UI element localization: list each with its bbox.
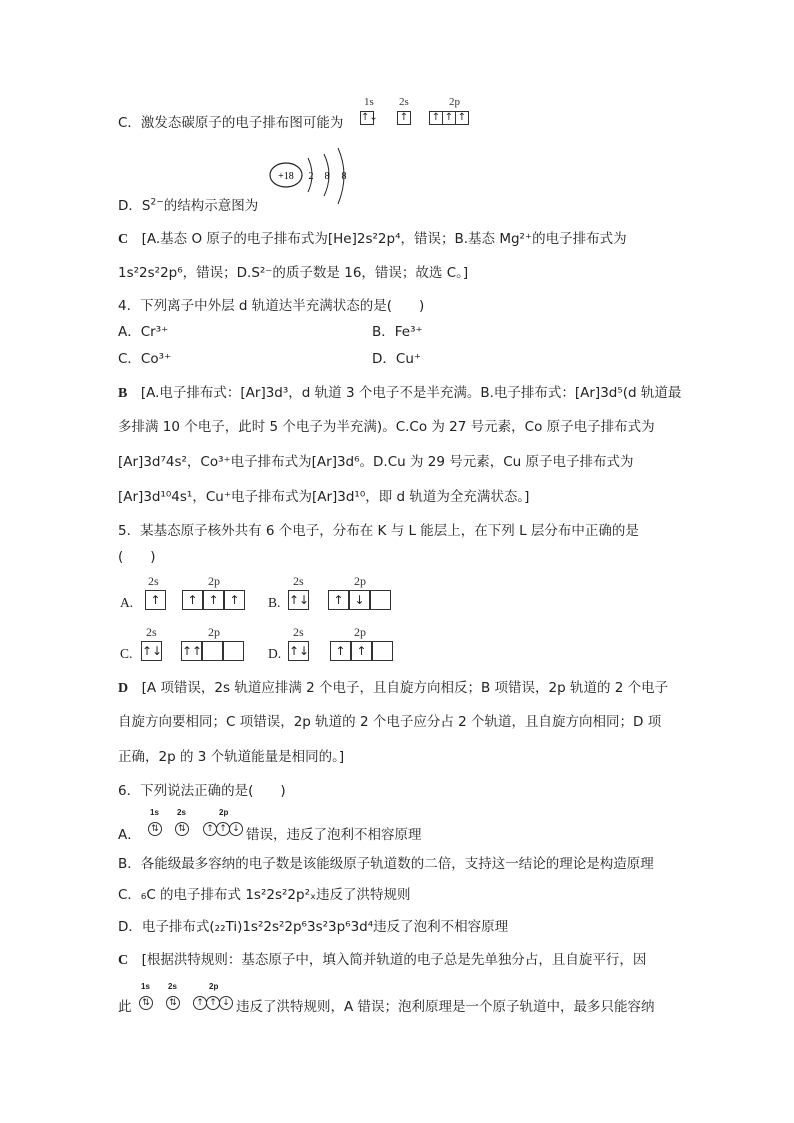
orbital-box-2p-2: ↑: [442, 111, 456, 125]
shell-3-count: 8: [341, 171, 347, 182]
q5-answer-line-3: 正确，2p 的 3 个轨道能量是相同的。]: [118, 749, 345, 765]
q5-stem-line-2: ( ): [118, 549, 156, 565]
q5-answer-line-2: 自旋方向要相同；C 项错误，2p 轨道的 2 个电子应分占 2 个轨道，且自旋方向相同；D 项: [118, 714, 662, 730]
orbital-label-2p: 2p: [449, 96, 460, 108]
shell-2-count: 8: [324, 171, 330, 182]
q3-option-c-text: C．激发态碳原子的电子排布图可能为: [118, 115, 344, 131]
cell-2p-3: [372, 641, 393, 661]
q4-option-d: D．Cu⁺: [372, 351, 422, 367]
cell-2p-1: ↑: [328, 590, 349, 610]
circle-2p-3: ↓: [229, 822, 243, 836]
q6-answer-line-1: C [根据洪特规则：基态原子中，填入简并轨道的电子总是先单独分占，且自旋平行，因: [118, 952, 647, 968]
label-2s: 2s: [177, 808, 186, 817]
q4-option-b: B．Fe³⁺: [372, 324, 423, 340]
q4-option-a: A．Cr³⁺: [118, 324, 169, 340]
q4-answer-line-2: 多排满 10 个电子，此时 5 个电子为半充满)。C.Co 为 27 号元素，Co 原子电子排布式为: [118, 419, 655, 435]
q6-stem: 6．下列说法正确的是( ): [118, 783, 286, 799]
circle-1s: ⇅: [139, 996, 153, 1010]
orbital-label-1s: 1s: [364, 96, 374, 108]
orbital-label-2s: 2s: [399, 96, 409, 108]
circle-2p-2: ↑: [216, 822, 230, 836]
q4-option-c: C．Co³⁺: [118, 351, 172, 367]
shell-1-count: 2: [308, 171, 314, 182]
q3-option-d: D．$S^{2-}$的结构示意图为: [118, 197, 259, 214]
q6-option-d: D．电子排布式(₂₂Ti)1s²2s²2p⁶3s²3p⁶3d⁴违反了泡利不相容原理: [118, 919, 509, 935]
cell-2s: ↑↓: [141, 641, 162, 661]
label-2s: 2s: [168, 982, 177, 991]
cell-2p-2: ↑: [203, 590, 224, 610]
q6-answer-line-2-prefix: 此: [118, 999, 132, 1015]
q6-option-b: B．各能级最多容纳的电子数是该能级原子轨道数的二倍，支持这一结论的理论是构造原理: [118, 856, 654, 872]
sulfide-structure-diagram: [262, 146, 362, 206]
q3-answer-line-1: C [A.基态 O 原子的电子排布式为[He]2s²2p⁴，错误；B.基态 Mg²⁺的电子排布式为: [118, 231, 627, 247]
label-2s: 2s: [146, 625, 157, 639]
cell-2p-1: ↑: [330, 641, 351, 661]
label-2p: 2p: [208, 625, 220, 639]
circle-2p-1: ↑: [193, 996, 207, 1010]
q6-answer-line-2: 违反了洪特规则，A 错误；泡利原理是一个原子轨道中，最多只能容纳: [236, 999, 655, 1015]
answer-letter: B: [118, 386, 128, 401]
q6-option-a-text: 错误，违反了泡利不相容原理: [246, 827, 422, 843]
option-letter: A.: [120, 595, 134, 610]
q5-answer-line-1: D [A 项错误，2s 轨道应排满 2 个电子，且自旋方向相反；B 项错误，2p 轨道的 2 个电子: [118, 680, 669, 696]
cell-2p-1: ↑: [182, 590, 203, 610]
q6-option-c: C．₆C 的电子排布式 1s²2s²2p²ₓ违反了洪特规则: [118, 887, 411, 903]
label-2s: 2s: [148, 574, 159, 588]
q4-answer-line-4: [Ar]3d¹⁰4s¹，Cu⁺电子排布式为[Ar]3d¹⁰，即 d 轨道为全充满状态。]: [118, 489, 530, 505]
label-2p: 2p: [354, 574, 366, 588]
circle-2p-3: ↓: [219, 996, 233, 1010]
label-2p: 2p: [354, 625, 366, 639]
label-2p: 2p: [219, 808, 229, 817]
cell-2p-3: ↑: [224, 590, 245, 610]
answer-letter: C: [118, 953, 129, 968]
circle-1s: ⇅: [148, 822, 162, 836]
orbital-box-1s: ↑↓: [361, 112, 378, 123]
circle-2p-2: ↑: [206, 996, 220, 1010]
label-2p: 2p: [209, 982, 219, 991]
cell-2s: ↑↓: [288, 590, 309, 610]
q3-answer-line-2: 1s²2s²2p⁶，错误；D.S²⁻的质子数是 16，错误；故选 C。]: [118, 265, 469, 281]
cell-2p-2: ↑: [351, 641, 372, 661]
circle-2s: ⇅: [166, 996, 180, 1010]
q5-stem-line-1: 5．某基态原子核外共有 6 个电子，分布在 K 与 L 能层上，在下列 L 层分布中正确的是: [118, 523, 639, 539]
cell-2p-2: ↓: [349, 590, 370, 610]
q4-answer-line-3: [Ar]3d⁷4s²，Co³⁺电子排布式为[Ar]3d⁶。D.Cu 为 29 号元素，Cu 原子电子排布式为: [118, 454, 634, 470]
answer-letter: C: [118, 232, 129, 247]
cell-2s: ↑↓: [288, 641, 309, 661]
cell-2p-2: [202, 641, 223, 661]
label-1s: 1s: [141, 982, 150, 991]
cell-2p-3: [370, 590, 391, 610]
orbital-box-2s: ↑: [397, 111, 411, 125]
label-1s: 1s: [150, 808, 159, 817]
circle-2s: ⇅: [175, 822, 189, 836]
cell-2p-1: ↑↑: [181, 641, 202, 661]
label-2p: 2p: [208, 574, 220, 588]
orbital-box-2p-3: ↑: [455, 111, 469, 125]
label-2s: 2s: [293, 574, 304, 588]
cell-2s: ↑: [145, 590, 166, 610]
label-2s: 2s: [293, 625, 304, 639]
answer-letter: D: [118, 681, 129, 696]
q4-stem: 4．下列离子中外层 d 轨道达半充满状态的是( ): [118, 298, 425, 314]
q6-option-a-prefix: A．: [118, 827, 141, 843]
option-letter: D.: [268, 646, 282, 661]
circle-2p-1: ↑: [203, 822, 217, 836]
cell-2p-3: [223, 641, 244, 661]
nucleus-label: +18: [278, 171, 294, 182]
option-letter: B.: [268, 595, 281, 610]
option-letter: C.: [120, 646, 133, 661]
q4-answer-line-1: B [A.电子排布式：[Ar]3d³，d 轨道 3 个电子不是半充满。B.电子排布式：[Ar]3d⁵(d 轨道最: [118, 385, 682, 401]
orbital-box-2p-1: ↑: [429, 111, 443, 125]
